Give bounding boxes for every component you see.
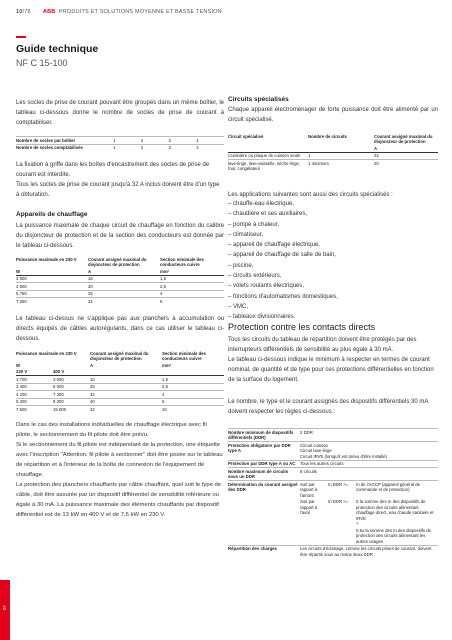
table-cell: 7 300 bbox=[53, 391, 90, 399]
table-cell: Cuisinière ou plaque de cuisson seule bbox=[228, 152, 308, 160]
table-cell: Détermination du courant assigné des DDR bbox=[228, 481, 300, 546]
table-header: Circuit spécialisé bbox=[228, 133, 264, 139]
title-accent-bar bbox=[16, 36, 26, 38]
volt-cell: 230 V bbox=[16, 369, 53, 376]
table-header: Nombre de circuits bbox=[308, 133, 347, 139]
unit-cell: A bbox=[90, 362, 94, 368]
heating-table-2 bbox=[16, 350, 224, 413]
table-cell: 40 bbox=[90, 398, 162, 406]
table-cell: 6 000 bbox=[53, 383, 90, 391]
unit-cell: W bbox=[16, 268, 88, 275]
table-cell: 10 bbox=[90, 376, 162, 384]
unit-cell: A bbox=[88, 268, 160, 275]
table-cell: 16 bbox=[88, 275, 160, 283]
table-cell: 1 minimum bbox=[308, 160, 374, 173]
cell-text: Circuit cuisson bbox=[300, 442, 328, 448]
table-cell: In de l'AGCP (appareil général de commande et de protection) bbox=[356, 481, 438, 499]
table-cell: 7 250 bbox=[16, 298, 88, 305]
table-cell: 25 bbox=[88, 290, 160, 298]
applications-list bbox=[228, 199, 438, 323]
table-cell: lave-linge, lave-vaisselle, sèche-linge, four, congélateur bbox=[228, 160, 308, 173]
table-cell: Répartition des charges bbox=[228, 545, 300, 558]
table-cell bbox=[300, 442, 438, 461]
heating-paragraph: La puissance maximale de chaque circuit de chauffage en fonction du calibre du disjoncteur de protection et de la section des conducteurs est donnée par le tableau ci-dessous. bbox=[16, 223, 224, 249]
table-cell: 1 bbox=[113, 144, 141, 151]
list-item: – fonctions d'automatismes domestiques, bbox=[228, 292, 438, 302]
table-cell: 1 bbox=[308, 152, 374, 160]
page-header bbox=[16, 9, 222, 15]
list-item: – VMC, bbox=[228, 302, 438, 312]
table-cell: 3 500 bbox=[16, 275, 88, 283]
table-header: Puissance maximale en 230 V bbox=[16, 350, 77, 356]
table-cell: 4 200 bbox=[16, 391, 53, 399]
chapter-number: 07 bbox=[2, 604, 7, 610]
list-item: – tableaux divisionnaires. bbox=[228, 312, 438, 322]
list-item: – climatiseur, bbox=[228, 230, 438, 240]
section-name: PRODUITS ET SOLUTIONS MOYENNE ET BASSE TENSION bbox=[58, 9, 222, 15]
table-cell: 1 700 bbox=[16, 376, 53, 384]
brand-name: ABB bbox=[42, 9, 56, 15]
table-cell: 5 750 bbox=[16, 290, 88, 298]
ddr-rules-paragraph: Le nombre, le type et le courant assignés des dispositifs différentiels 30 mA doivent respecter les règles ci-dessous : bbox=[228, 399, 429, 415]
table-cell: Tous les autres circuits bbox=[300, 460, 438, 468]
table-cell: 32 bbox=[88, 298, 160, 305]
ddr-table bbox=[228, 428, 438, 558]
table-cell: Nombre minimum de dispositifs différentiels (DDR) bbox=[228, 429, 300, 442]
table-header: Courant assigné maximal du disjoncteur de protection bbox=[374, 133, 433, 144]
circuits-paragraph: Chaque appareil électroménager de forte puissance doit être alimenté par un circuit spécialisé. bbox=[228, 107, 438, 123]
unit-cell: mm² bbox=[160, 268, 224, 275]
circuits-table bbox=[228, 133, 438, 172]
page-number: 10 bbox=[16, 9, 23, 15]
socles-table bbox=[16, 136, 224, 151]
table-cell: Nombre de socles par boîtier bbox=[16, 137, 113, 145]
table-cell: 4 bbox=[162, 391, 224, 399]
table-cell: 3 000 bbox=[53, 376, 90, 384]
table-cell bbox=[356, 499, 438, 528]
table-cell: Soit par rapport à l'amont bbox=[300, 481, 328, 499]
cell-text: Circuit lave-linge bbox=[300, 448, 332, 453]
unit-cell: W bbox=[16, 362, 21, 368]
table-cell: 3 bbox=[169, 137, 197, 145]
table-cell: 8 circuits bbox=[300, 468, 438, 481]
table-cell: Nombre maximum de circuits sous un DDR bbox=[228, 468, 300, 481]
heating-table-1 bbox=[16, 256, 224, 305]
table-cell bbox=[228, 442, 300, 461]
table-cell: 3 400 bbox=[16, 383, 53, 391]
table-cell: 7 500 bbox=[16, 406, 53, 413]
protection-paragraph: Tous les circuits du tableau de répartition doivent être protégés par des interrupteurs différentiels de sensibilité au plus égale à 30 mA. Le tableau ci-dessous indique le minimum à respecter en termes de courant nominal, de quantité et de type pour ces protections différentielles en fonction de la surface du logement. bbox=[228, 337, 434, 383]
table-cell: 6 bbox=[162, 398, 224, 406]
volt-cell: 400 V bbox=[53, 369, 90, 376]
table-cell: 1,5 bbox=[160, 275, 224, 283]
table-cell: 0,5x la somme des In des dispositifs de protection des circuits alimentant les autres usages bbox=[356, 527, 431, 544]
unit-cell: A bbox=[374, 145, 438, 152]
table-cell: 2,5 bbox=[162, 383, 224, 391]
list-item: – piscine, bbox=[228, 261, 438, 271]
list-item: – appareil de chauffage de salle de bain, bbox=[228, 250, 438, 260]
table-cell: In DDR >= bbox=[328, 499, 349, 504]
table-cell: Soit par rapport à l'aval bbox=[300, 499, 318, 515]
protection-heading: Protection contre les contacts directs bbox=[228, 322, 376, 332]
table-cell: 4 bbox=[196, 144, 224, 151]
applications-intro: Les applications suivantes sont aussi des circuits spécialisés : bbox=[228, 192, 393, 198]
planchers-paragraph: Le tableau ci-dessus ne s'applique pas aux planchers à accumulation ou directs équipés de câbles autorégulants, dans ce cas utiliser le tableau ci-dessous. bbox=[16, 316, 224, 342]
table-cell: 1 bbox=[113, 137, 141, 145]
table-header: Section minimale des conducteurs cuivre bbox=[160, 256, 204, 267]
table-cell: 4 bbox=[196, 137, 224, 145]
list-item: – volets roulants électriques, bbox=[228, 281, 438, 291]
table-cell: 4 bbox=[160, 290, 224, 298]
table-cell: Les circuits d'éclairage, comme les circuits prises de courant, doivent être répartis sous au moins deux DDR bbox=[300, 545, 438, 558]
table-cell: 20 bbox=[88, 283, 160, 291]
table-header: Courant assigné maximal du disjoncteur de protection bbox=[90, 350, 149, 361]
table-cell: Nombre de socles comptabilisés bbox=[16, 144, 113, 151]
page-title: Guide technique bbox=[16, 43, 99, 55]
list-item: – chaudière et ses auxiliaires, bbox=[228, 209, 438, 219]
fil-pilote-paragraph: Dans le cas des installations individuelles de chauffage électrique avec fil pilote, le sectionnement du fil pilote doit être prévu. Si le sectionnement du fil pilote est indépendant de la protection, une étiquette avec l'inscription "Attention. fil pilote à sectionner" doit être posée sur le tableau de répartition et à l'intérieur de la boîte de connexion de l'équipement de chauffage. La protection des planchers chauffants par câble chauffant, quel soit le type de câble, doit être assurée par un dispositif différentiel de sensibilité inférieure ou égale à 30 mA. La puissance maximale des éléments chauffants par dispositif différentiel est de 13 kW en 400 V et de 7,5 kW en 230 V. bbox=[16, 422, 223, 518]
table-cell: 1,5 bbox=[162, 376, 224, 384]
circuits-heading: Circuits spécialisés bbox=[228, 96, 289, 103]
table-cell: 32 bbox=[90, 391, 162, 399]
list-item: – appareil de chauffage électrique, bbox=[228, 240, 438, 250]
table-header: Courant assigné maximal du disjoncteur de protection bbox=[88, 256, 147, 267]
cell-text: Circuit IRVE (lorsqu'il est prévu d'être installé) bbox=[300, 453, 388, 459]
cell-text: Σ la somme des In des dispositifs de protection des circuits alimentant chauffage direct, eau chaude sanitaire et IRVE bbox=[356, 499, 434, 521]
table-cell: 25 bbox=[90, 383, 162, 391]
table-header: Section minimale des conducteurs cuivre bbox=[162, 350, 206, 361]
table-cell: 5 400 bbox=[16, 398, 53, 406]
cell-text: Protection obligatoire par DDR type A bbox=[228, 442, 291, 453]
table-cell: 9 300 bbox=[53, 398, 90, 406]
list-item: – pompe à chaleur, bbox=[228, 220, 438, 230]
table-cell: Protection par DDR type A ou AC bbox=[228, 460, 300, 468]
table-header: Puissance maximale en 230 V bbox=[16, 256, 77, 262]
table-cell: 2,5 bbox=[160, 283, 224, 291]
table-cell: 4 500 bbox=[16, 283, 88, 291]
table-cell: 2 DDR bbox=[300, 429, 438, 442]
table-cell: 32 bbox=[374, 152, 438, 160]
table-cell: 3 bbox=[169, 144, 197, 151]
table-cell: 32 bbox=[90, 406, 162, 413]
table-cell: In DDR >= bbox=[328, 481, 356, 499]
table-cell: 6 bbox=[160, 298, 224, 305]
table-cell: 15 000 bbox=[53, 406, 90, 413]
table-cell: 10 bbox=[162, 406, 224, 413]
table-cell: 2 bbox=[141, 144, 169, 151]
table-cell: 2 bbox=[141, 137, 169, 145]
page-subtitle: NF C 15-100 bbox=[16, 58, 68, 68]
list-item: – circuits extérieurs, bbox=[228, 271, 438, 281]
list-item: – chauffe-eau électrique, bbox=[228, 199, 438, 209]
page-total: /78 bbox=[22, 9, 31, 15]
heating-heading: Appareils de chauffage bbox=[16, 211, 88, 218]
chapter-tab bbox=[0, 580, 10, 640]
unit-cell: mm² bbox=[162, 362, 172, 368]
cell-text: + bbox=[356, 521, 359, 526]
table-cell: 20 bbox=[374, 160, 438, 173]
intro-paragraph: Les socles de prise de courant pouvant être groupés dans un même boîtier, le tableau ci-dessous donne le nombre de socles de prise de courant à comptabiliser. bbox=[16, 100, 224, 126]
fixation-paragraph: La fixation à griffe dans les boîtes d'encastrement des socles de prise de courant est interdite. Tous les socles de prise de courant jusqu'à 32 A inclus doivent être d'un type à obturation. bbox=[16, 162, 220, 198]
